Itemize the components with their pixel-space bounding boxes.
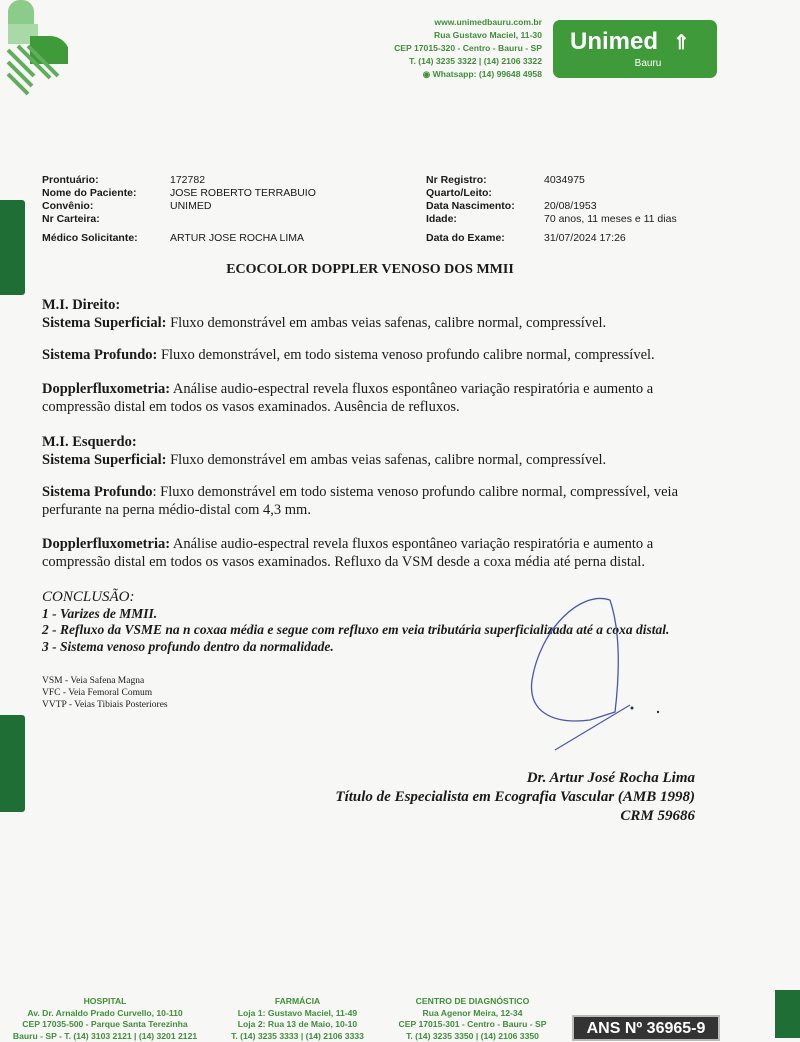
doctor-title: Título de Especialista em Ecografia Vascular (AMB 1998) xyxy=(335,789,695,805)
registro-value: 4034975 xyxy=(544,174,585,186)
nascimento-value: 20/08/1953 xyxy=(544,200,597,212)
patient-labels-right: Nr Registro: Quarto/Leito: Data Nascimento: Idade: Data do Exame: xyxy=(426,174,515,244)
brand-name: Unimed xyxy=(570,28,659,55)
footer-diagnostico: CENTRO DE DIAGNÓSTICO Rua Agenor Meira, 12-34 CEP 17015-301 - Centro - Bauru - SP T. (14) 3235 3350 | (14) 2106 3350 xyxy=(398,996,547,1041)
patient-labels-left: Prontuário: Nome do Paciente: Convênio: Nr Carteira: Médico Solicitante: xyxy=(42,174,138,244)
patient-values-left xyxy=(170,174,316,245)
conclusion-heading: CONCLUSÃO: xyxy=(42,589,135,605)
abbreviations: VSM - Veia Safena Magna VFC - Veia Femoral Comum VVTP - Veias Tibiais Posteriores xyxy=(42,676,168,710)
doctor-name: Dr. Artur José Rocha Lima xyxy=(526,770,695,786)
footer-hospital: HOSPITAL Av. Dr. Arnaldo Prado Curvello, 10-110 CEP 17035-500 - Parque Santa Terezinha Bauru - SP - T. (14) 3103 2121 | (14) 3201 2121 xyxy=(12,996,198,1041)
address: Rua Gustavo Maciel, 11-30 xyxy=(434,30,542,40)
exame-date: 31/07/2024 17:26 xyxy=(544,232,626,244)
footer-green-bar xyxy=(775,990,800,1038)
convenio-value: UNIMED xyxy=(170,200,212,212)
prontuario-value: 172782 xyxy=(170,174,206,186)
signature-block xyxy=(335,769,695,826)
whatsapp: ◉ Whatsapp: (14) 99648 4958 xyxy=(422,69,542,79)
doctor-crm: CRM 59686 xyxy=(620,808,695,824)
binder-tab xyxy=(0,715,25,812)
medico-value: ARTUR JOSE ROCHA LIMA xyxy=(170,232,304,244)
unimed-logo-icon xyxy=(4,0,68,98)
handwritten-signature xyxy=(520,590,670,760)
footer-farmacia: FARMÁCIA Loja 1: Gustavo Maciel, 11-49 Loja 2: Rua 13 de Maio, 10-10 T. (14) 3235 3333 | (14) 2106 3333 xyxy=(231,996,364,1041)
website-link[interactable]: www.unimedbauru.com.br xyxy=(434,17,542,27)
ans-badge: ANS Nº 36965-9 xyxy=(572,1015,720,1041)
brand-city: Bauru xyxy=(634,58,662,69)
cep: CEP 17015-320 - Centro - Bauru - SP xyxy=(394,43,542,53)
brand-badge xyxy=(553,20,717,78)
whatsapp-icon: ◉ xyxy=(422,69,433,79)
section-heading: M.I. Esquerdo: xyxy=(42,434,137,450)
idade-value: 70 anos, 11 meses e 11 dias xyxy=(544,213,677,225)
left-leg-section: M.I. Esquerdo: Sistema Superficial: Fluxo demonstrável em ambas veias safenas, calibre normal, compressível. Sistema Profundo: Fluxo demonstrável em todo sistema venoso profundo calibre normal, compressível, veia perfurante na perna médio-distal com 4,3 mm. Dopplerfluxometria: Análise audio-espectral revela fluxos espontâneo variação respiratória e aumento a compressão distal em todos os vasos examinados. Refluxo da VSM desde a coxa média até perna distal. xyxy=(42,434,679,570)
header-contact xyxy=(394,16,542,81)
conclusion-item: 3 - Sistema venoso profundo dentro da normalidade. xyxy=(42,638,334,654)
conclusion-item: 2 - Refluxo da VSME na n coxaa média e segue com refluxo em veia tributária superficializada até a coxa distal. xyxy=(42,622,670,637)
section-heading: M.I. Direito: xyxy=(42,297,121,313)
patient-name: JOSE ROBERTO TERRABUIO xyxy=(170,187,316,199)
patient-values-right xyxy=(544,174,677,245)
binder-tab xyxy=(0,200,25,295)
phone: T. (14) 3235 3322 | (14) 2106 3322 xyxy=(409,56,542,66)
report-title: ECOCOLOR DOPPLER VENOSO DOS MMII xyxy=(226,262,514,277)
tree-logo-icon: ⇑ xyxy=(673,32,690,54)
right-leg-section: M.I. Direito: Sistema Superficial: Fluxo demonstrável em ambas veias safenas, calibre normal, compressível. Sistema Profundo: Fluxo demonstrável, em todo sistema venoso profundo calibre normal, compressível. Dopplerfluxometria: Análise audio-espectral revela fluxos espontâneo variação respiratória e aumento a compressão distal em todos os vasos examinados. Ausência de refluxos. xyxy=(42,297,655,415)
conclusion-item: 1 - Varizes de MMII. xyxy=(42,605,158,621)
